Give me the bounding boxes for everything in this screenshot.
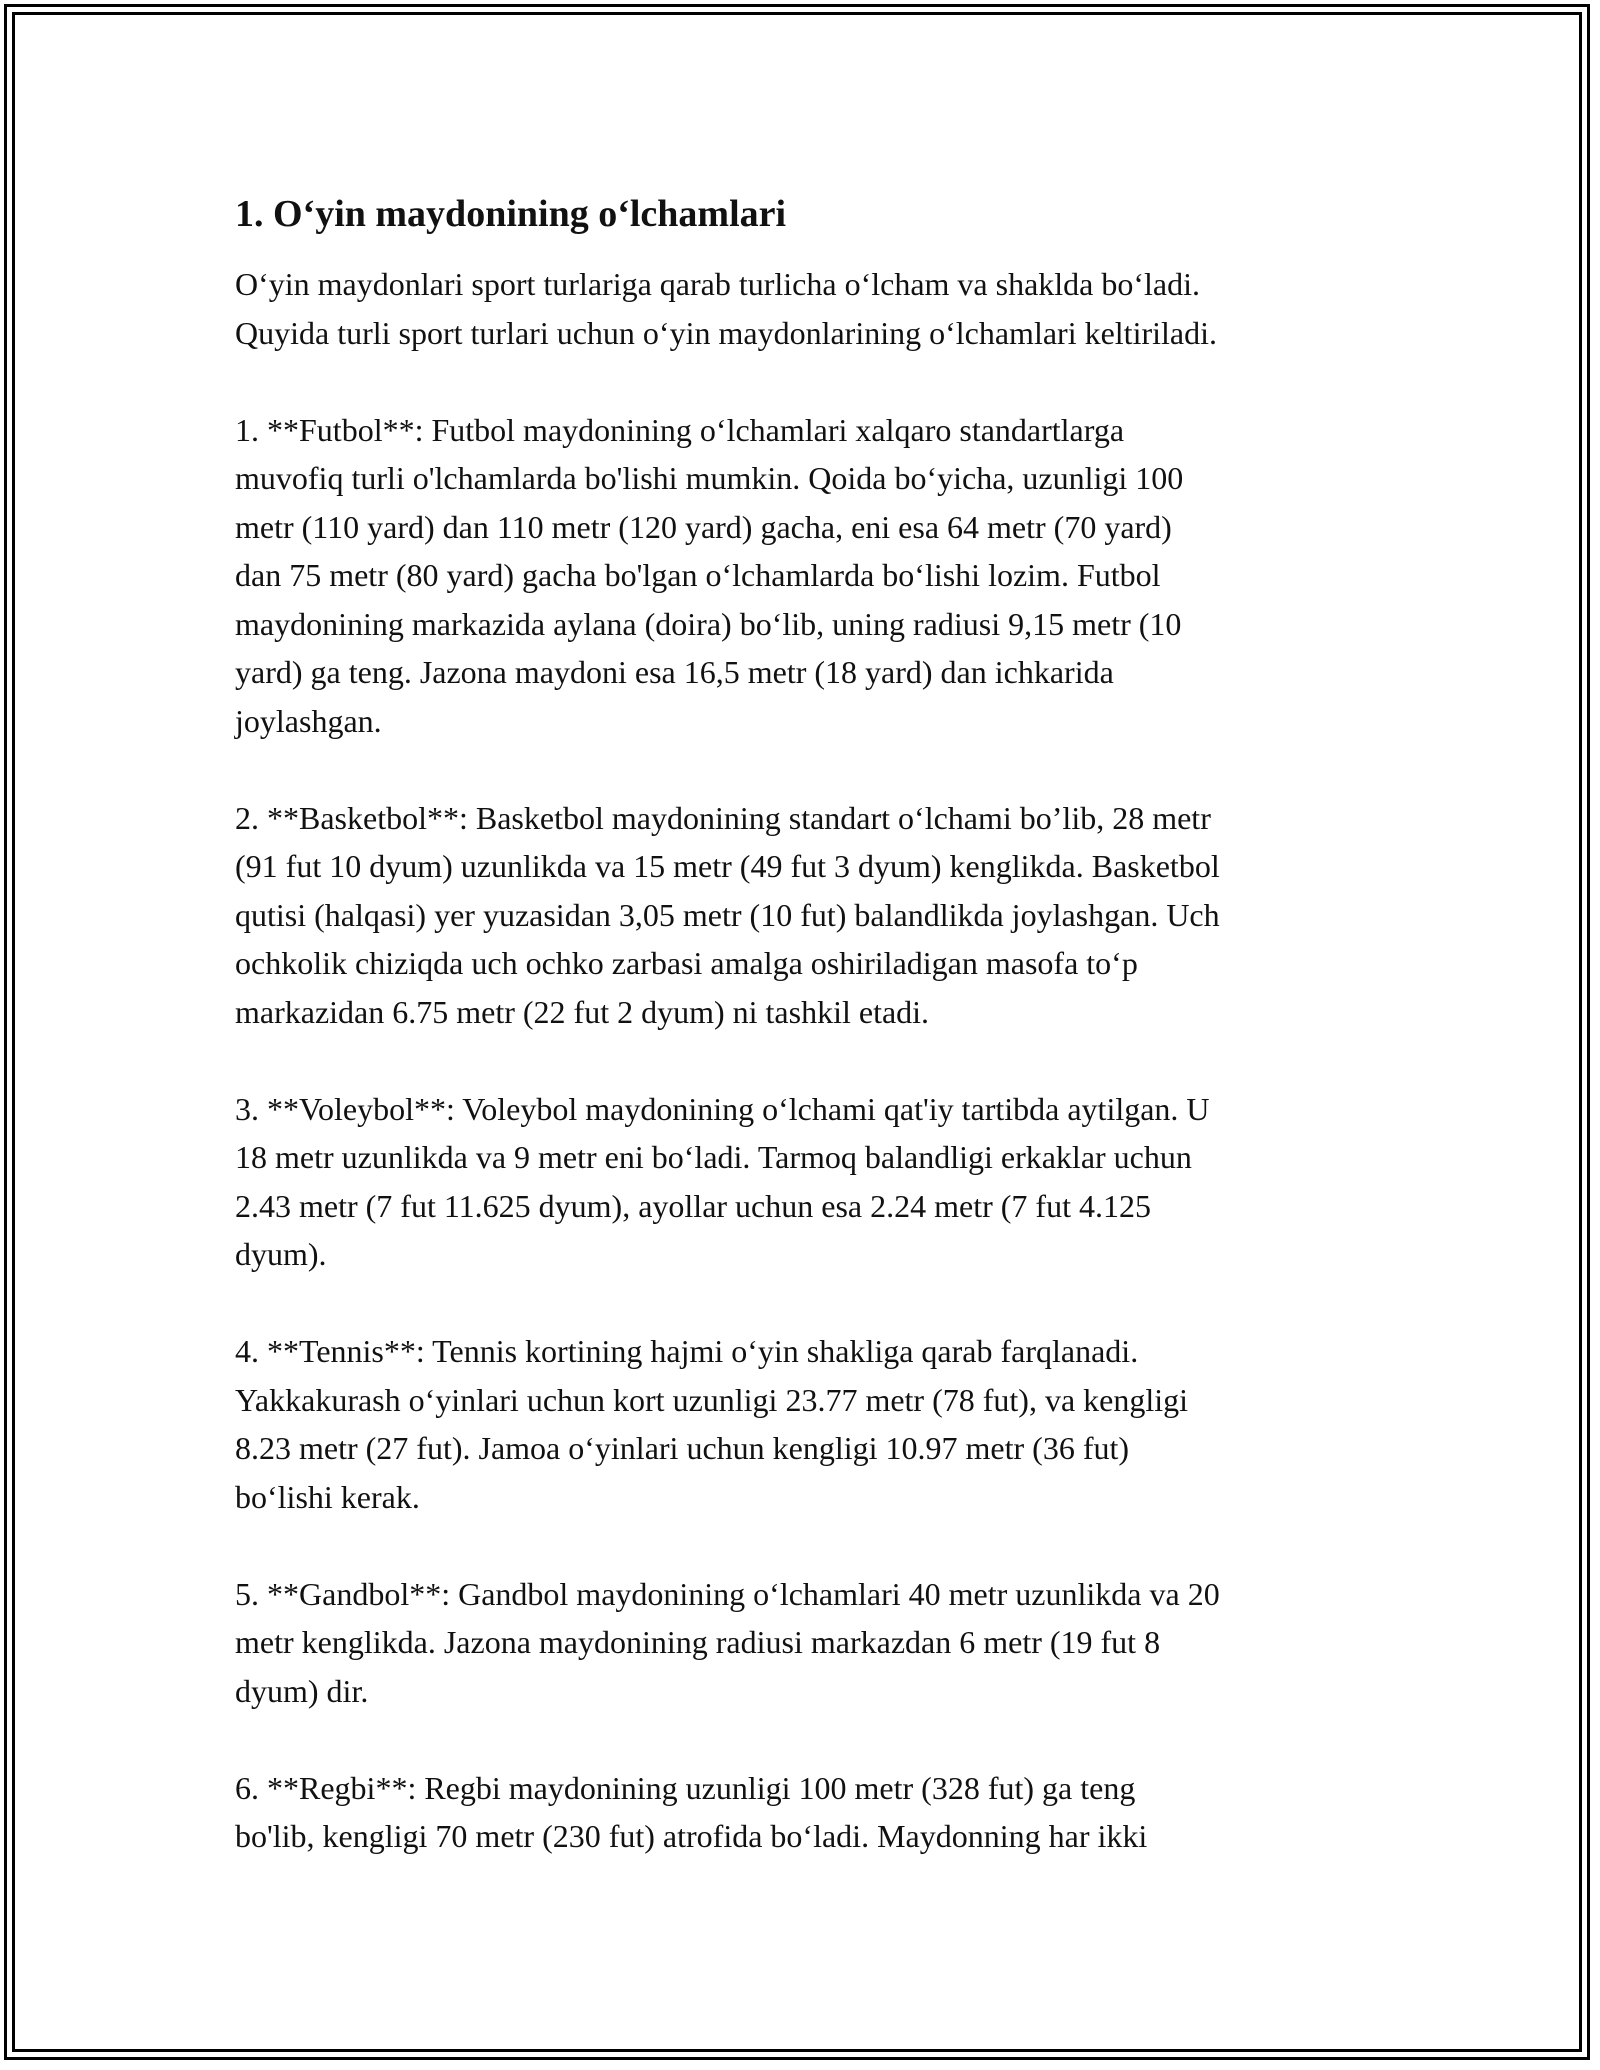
tennis-paragraph: 4. **Tennis**: Tennis kortining hajmi o‘yin shakliga qarab farqlanadi. Yakkakurash o‘yinlari uchun kort uzunligi 23.77 metr (78 fut), va kengligi 8.23 metr (27 fut). Jamoa o‘yinlari uchun kengligi 10.97 metr (36 fut) bo‘lishi kerak. [235,1333,1189,1515]
section-heading: 1. O‘yin maydonining o‘lchamlari [235,193,787,235]
basketball-paragraph: 2. **Basketbol**: Basketbol maydonining standart o‘lchami bo’lib, 28 metr (91 fut 10 dyum) uzunlikda va 15 metr (49 fut 3 dyum) kenglikda. Basketbol qutisi (halqasi) yer yuzasidan 3,05 metr (10 fut) balandlikda joylashgan. Uch ochkolik chiziqda uch ochko zarbasi amalga oshiriladigan masofa to‘p markazidan 6.75 metr (22 fut 2 dyum) ni tashkil etadi. [235,799,1220,1030]
rugby-paragraph: 6. **Regbi**: Regbi maydonining uzunligi 100 metr (328 fut) ga teng bo'lib, kengligi 70 metr (230 fut) atrofida bo‘ladi. Maydonning har ikki [235,1769,1148,1854]
volleyball-paragraph: 3. **Voleybol**: Voleybol maydonining o‘lchami qat'iy tartibda aytilgan. U 18 metr uzunlikda va 9 metr eni bo‘ladi. Tarmoq balandligi erkaklar uchun 2.43 metr (7 fut 11.625 dyum), ayollar uchun esa 2.24 metr (7 fut 4.125 dyum). [235,1090,1210,1272]
document-body [235,188,1375,1909]
intro-paragraph: O‘yin maydonlari sport turlariga qarab turlicha o‘lcham va shaklda bo‘ladi. Quyida turli sport turlari uchun o‘yin maydonlarining o‘lchamlari keltiriladi. [235,266,1217,351]
football-paragraph: 1. **Futbol**: Futbol maydonining o‘lchamlari xalqaro standartlarga muvofiq turli o'lchamlarda bo'lishi mumkin. Qoida bo‘yicha, uzunligi 100 metr (110 yard) dan 110 metr (120 yard) gacha, eni esa 64 metr (70 yard) dan 75 metr (80 yard) gacha bo'lgan o‘lchamlarda bo‘lishi lozim. Futbol maydonining markazida aylana (doira) bo‘lib, uning radiusi 9,15 metr (10 yard) ga teng. Jazona maydoni esa 16,5 metr (18 yard) dan ichkarida joylashgan. [235,411,1184,739]
handball-paragraph: 5. **Gandbol**: Gandbol maydonining o‘lchamlari 40 metr uzunlikda va 20 metr kenglikda. Jazona maydonining radiusi markazdan 6 metr (19 fut 8 dyum) dir. [235,1575,1220,1709]
